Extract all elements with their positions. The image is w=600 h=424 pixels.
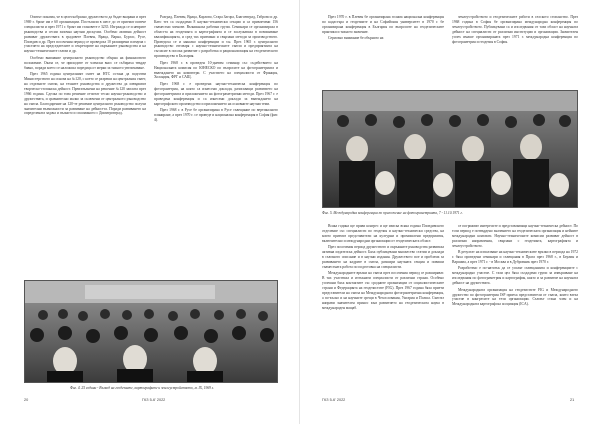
- journal-footer: ГКЗ 5-6' 2022: [322, 398, 346, 402]
- right-page-column-1: [322, 15, 444, 43]
- paragraph: През 1965 година централният съвет на НТС остана да подготви Министерството на основа на №120, с което се разреши на централния съвет, на отделните съюзи, на техните ръководства и дружества да извършват творческо-стопанска дейност. Преизпълнени на решение №120 заплата през 1966 година. Сделка по това решение отчитат тесно научно-ръководство и дружествата, и сравнително малко за сключени от централното ръководство на съюза. Благодарение на 120-те решение централното ръководство получи значителни възможности за развиване на дейността. Поради развиването на определената задача и пълното и спасяваното с Димитровград.: [24, 72, 146, 116]
- paragraph: Международната организация на геодезистите FIG и Международното дружество по фотограметрия ISP приеха представители от съюза, които взеха участие в конгресите на тези организации. Съюзът стана член и на Международната картографска асоциация (ICA).: [452, 287, 578, 307]
- paragraph: Сериозно внимание бе обърнато на: [328, 36, 384, 41]
- photo-figure-5: [322, 90, 578, 208]
- paragraph: През посочения период дружеството и окръжните ръководства развиваха активна издателска дейност. Бяха публикувани множество статии и доклади в съюзното списание и в научни издания. Дружеството пое и проблема за развиването на кадрите в съюза, разшири научната секция и повиши съвместната работа по подготовка на специалисти.: [322, 245, 444, 269]
- right-page-column-4: [452, 224, 578, 309]
- right-page: [300, 0, 600, 424]
- left-page-column-2: [154, 15, 278, 124]
- journal-footer: ГКЗ 5-6' 2022: [142, 398, 166, 402]
- paragraph: През 1968 г. в Русе бе организирана в Русе съвещание по вертикалното планиране, а през 1970 г. се проведе и национална конференция в София (фиг. 4).: [154, 108, 278, 122]
- paragraph: Разработено е по-нататък да се усилят съвещанията и конференциите с международно участие. С тази цел бяха създадени групи за извършване на изследвания по фотограметрия и картография, както и за развитие на научната дейност на дружествата.: [452, 266, 578, 286]
- photo-figure-4: [24, 280, 278, 383]
- page-number: 21: [570, 398, 575, 402]
- right-page-column-3: [322, 224, 444, 312]
- paragraph: Международните връзки на съюза през посочения период се разширяват. В тях участваха и изтъкнати специалисти от различни страни. Особено успешни бяха контактите със сродните организации от социалистическите страни и Федерацията на геодезистите (FIG). През 1967 година бяха приети представители на съюза на Международната фотограметрична конференция, а по-късно и на научните срещи в Чехословакия, Унгария и Полша. Съюзът направи значителен принос към развитието на геодезическата наука в международен мащаб.: [322, 271, 444, 310]
- paragraph: Разград, Плевен, Враца, Карлово, Стара Загора, Благоевград, Габрово и др. Като тез са създадени 8 научно-технически секции и са привлечени 156 съвместни членове. Възникнаха работни групи. Семинари се организираха в областта на геодезията и картографията и се заслужаваха в повишаване квалификацията, и сред тях приемани и свързани методи за производството. Проведоха се и няколко конференции и т.н. През 1965 г. централното ръководство отговаря с научно-техническите съюзи и предприятията на съгласие в посока развитие с разработка и рационализация на геодезическото производство в България.: [154, 15, 278, 59]
- paragraph: землеустройството и геодезическите работи в селското стопанство. През 1968 година в София бе организирана международна конференция по землеустройството. Публикувани са и изследвания от тази област на научната дейност на специалисти от различни институции и организации. Значителен успех имаше организираната през 1971 г. международна конференция по фотограметрия и геодезия в София.: [452, 15, 578, 44]
- paragraph: През 1968 г. в проведен 10-дневен семинар със съдействието на Националната комисия по ЮНЕСКО по въпросите на фотограметрията и въвеждането на компютри. С участието на специалисти от Франция, Холандия, ФРГ и САЩ.: [154, 60, 278, 80]
- paragraph: се погрижват интересите и представляващи научно-техническа дейност. По този период е потвърдено значението на геодезическата организация и нейните международни контакти. Научно-техническите комисии развиват дейност в различни направления, свързани с геодезията, картографията и землеустройството.: [452, 224, 578, 248]
- right-page-column-2: [452, 15, 578, 46]
- paragraph: Особено внимание централното ръководство обърна на финансовото положение. Оказа се, че приходите от членски внос се събираха твърде бавно, поради което се наложиха поредица от мерки за тяхното увеличаване.: [24, 55, 146, 70]
- paragraph: В резултат на използване на научно-техническите връзки в периода на 1972 г. бяха проведени семинари и съвещания в Прага през 1968 г., в Берлин и Варшава, а през 1971 г. - в Москва и в Дубровник през 1970 г.: [452, 250, 578, 264]
- left-page-column-1: [24, 15, 146, 118]
- paragraph: През 1970 г. в Плевен бе организирана голяма национална конференция по кадастъра и геодезиите и на Софийския университет в 1970 г. бе организирана конференция в България по въпросите на геодезическите практики и тяхното значение.: [322, 15, 444, 34]
- paragraph: Опитът показва, че в целесъобразно дружеството да бъдат вкарани и през 1969 г. броят им е 60 организации. Постъпили в шест до от приемат повече специалисти и през 1971 г. броят им становете е 3235. Изгражда се и неврите ръководства и сесии започна научни дискусии. Особено активна дейност развиват дружествата в градовете Плевен, Враца, Варна, Бургас, Русе, Пловдив и др. През посочения период се проведоха 10 разширени пленума с участието на председателите и секретарите на окръжните ръководства и на научно-техническите съюзи и др.: [24, 15, 146, 54]
- page-number: 20: [24, 398, 29, 402]
- paragraph: През 1968 г. е проведена научно-техническа конференция по фотограметрия, на която са изнесени доклади, разискващи развитието на фотограметрията и приложението на фотограметрични методи. През 1967 г. е проведена конференция и са изнесени доклади за въвеждането на картографското производство и приложението на основните научни теми.: [154, 81, 278, 106]
- photo-caption: Фиг. 4. 25 години - Вълкод на геодезиите, картографите и землеустройството, м. IX, 1969 г.: [70, 386, 215, 390]
- photo-caption: Фиг. 5. Международна конференция по приложение на фотограметрията, 7 - 11.10.1971 г.: [322, 211, 463, 215]
- paragraph: Всяка година ще прави конгрес и ще изиска всяка година Пловдивското отделение със специалисти по геодезия и научно-технически средства, на които приемат представители на културни и промишлени предприятия, включително и международни организации от геодезическата област.: [322, 224, 444, 243]
